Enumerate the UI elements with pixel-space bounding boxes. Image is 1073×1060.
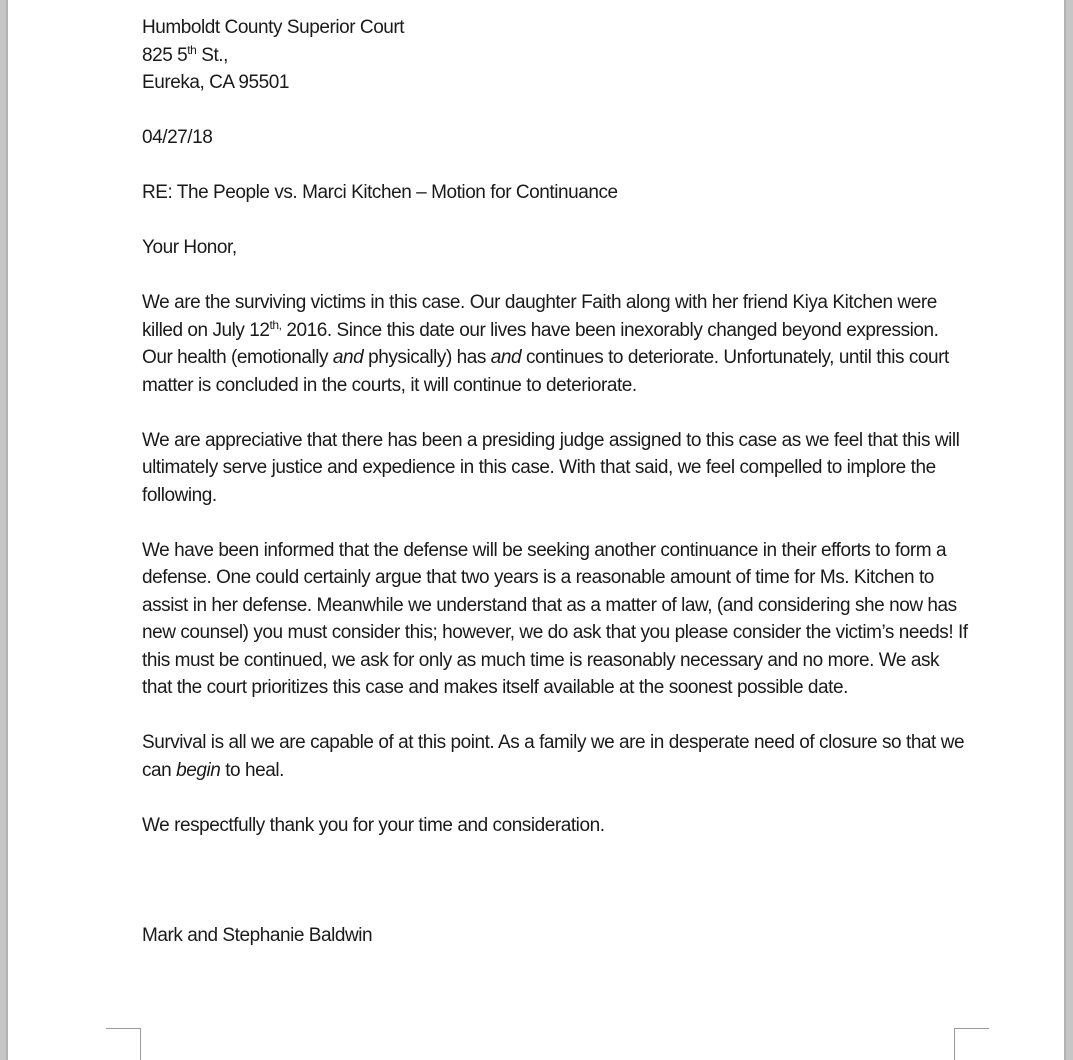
closing-line: We respectfully thank you for your time and consideration. — [142, 814, 605, 836]
page-edge-right — [1064, 0, 1066, 1060]
letter-body — [142, 14, 972, 977]
paragraph-4: Survival is all we are capable of at this point. As a family we are in desperate need of closure so that we can begin to heal. — [142, 732, 965, 781]
recipient-address — [142, 14, 972, 97]
page-corner-marker-right — [954, 1028, 989, 1060]
document-page[interactable] — [8, 0, 1064, 1060]
address-line-3: Eureka, CA 95501 — [142, 72, 290, 93]
signature-spacing — [142, 867, 972, 922]
paragraph-3: We have been informed that the defense will be seeking another continuance in their efforts to form a defense. One could certainly argue that two years is a reasonable amount of time for Ms. Kitchen to assist in her defense. Meanwhile we understand that as a matter of law, (and considering she now has new counsel) you must consider this; however, we do ask that you please consider the victim’s needs! If this must be continued, we ask for only as much time is reasonably necessary and no more. We ask that the court prioritizes this case and makes itself available at the soonest possible date. — [142, 539, 968, 698]
letter-date: 04/27/18 — [142, 127, 213, 148]
signature: Mark and Stephanie Baldwin — [142, 924, 373, 946]
paragraph-1: We are the surviving victims in this case. Our daughter Faith along with her friend Kiya Kitchen were killed on July $12^{th,}$ 2016. Since this date our lives have been inexorably changed beyond expression. Our health (emotionally and physically) has and continues to deteriorate. Unfortunately, until this court matter is concluded in the courts, it will continue to deteriorate. — [142, 292, 949, 396]
address-line-2: 825 5th St., — [142, 42, 228, 66]
paragraph-2: We are appreciative that there has been a presiding judge assigned to this case as we feel that this will ultimately serve justice and expedience in this case. With that said, we feel compelled to implore the following. — [142, 429, 960, 506]
address-line-1: Humboldt County Superior Court — [142, 17, 405, 38]
salutation: Your Honor, — [142, 237, 237, 258]
page-corner-marker-left — [106, 1028, 141, 1060]
subject-line: RE: The People vs. Marci Kitchen – Motion for Continuance — [142, 182, 618, 203]
